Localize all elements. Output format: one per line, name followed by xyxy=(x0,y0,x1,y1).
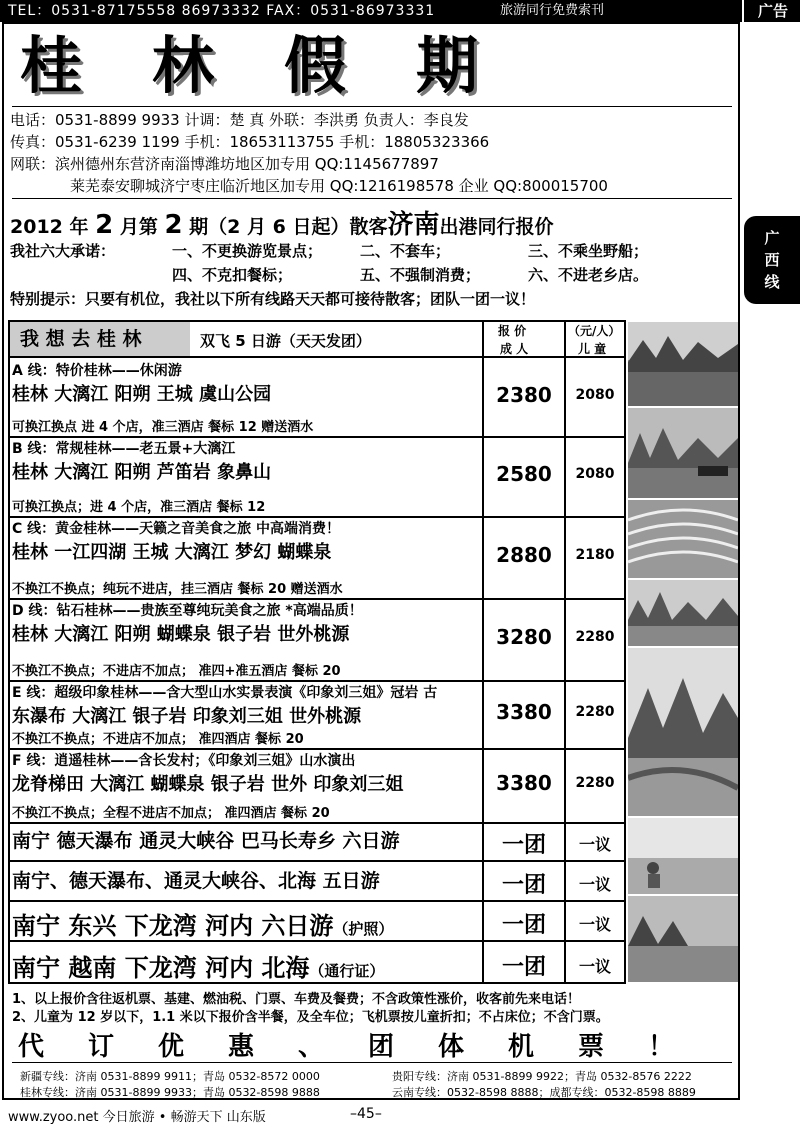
terrace-photo xyxy=(628,500,738,578)
ad-label: 广告 xyxy=(742,0,800,22)
issue-heading xyxy=(10,204,553,241)
promise-label: 我社六大承诺： xyxy=(10,242,116,260)
tour-name xyxy=(12,948,384,983)
header-tagline: 旅游同行免费索刊 xyxy=(500,3,605,18)
tour-name-text: 南宁 东兴 下龙湾 河内 六日游 xyxy=(12,912,334,940)
table-header-main: 我 想 去 桂 林 xyxy=(10,322,190,356)
karst-photo xyxy=(628,580,738,646)
bay-photo xyxy=(628,896,738,982)
side-tab-char: 西 xyxy=(764,251,780,269)
route-heading: D 线：钻石桂林——贵族至尊纯玩美食之旅 *高端品质！ xyxy=(12,603,363,619)
page-footer xyxy=(0,1102,800,1124)
mountain-river-photo xyxy=(628,648,738,816)
route-heading: E 线：超级印象桂林——含大型山水实景表演《印象刘三姐》冠岩 古 xyxy=(12,685,438,701)
header-bar xyxy=(0,0,742,22)
divider xyxy=(12,1062,732,1063)
price-label: 报 价 xyxy=(498,324,527,338)
promise-item: 六、不进老乡店。 xyxy=(528,266,649,284)
child-label: 儿 童 xyxy=(578,342,607,356)
tour-child-price: 一议 xyxy=(578,957,611,976)
route-note: 可换江换点；进 4 个店，准三酒店 餐标 12 xyxy=(12,500,266,515)
child-price: 2280 xyxy=(575,629,615,645)
tour-suffix: （护照） xyxy=(333,920,394,938)
adult-price: 2380 xyxy=(496,383,552,407)
table-row-divider xyxy=(8,356,626,358)
tour-name xyxy=(12,866,380,893)
contact-qq-1: 网联：滨州德州东营济南淄博潍坊地区加专用 QQ:1145677897 xyxy=(10,155,439,173)
adult-price: 2880 xyxy=(496,543,552,567)
route-note: 不换江不换点；纯玩不进店，挂三酒店 餐标 20 赠送酒水 xyxy=(12,582,343,597)
tour-suffix: （通行证） xyxy=(309,962,385,980)
issue-text: 2012 年 xyxy=(10,216,96,238)
issue-text: 月第 xyxy=(113,216,165,238)
tour-adult-price: 一团 xyxy=(501,955,546,980)
tour-adult-price: 一团 xyxy=(501,873,546,898)
boat-photo xyxy=(628,408,738,498)
tour-adult-price: 一团 xyxy=(501,833,546,858)
table-row-divider xyxy=(8,940,626,942)
route-sights: 桂林 大漓江 阳朔 芦笛岩 象鼻山 xyxy=(12,462,272,483)
note-2: 2、儿童为 12 岁以下，1.1 米以下报价含半餐，及全车位；飞机票按儿童折扣；不占床位；不含门票。 xyxy=(12,1010,609,1025)
tour-child-price: 一议 xyxy=(578,835,611,854)
child-price: 2180 xyxy=(575,547,615,563)
route-heading: F 线：逍遥桂林——含长发村；《印象刘三姐》山水演出 xyxy=(12,753,356,769)
route-sights: 桂林 大漓江 阳朔 王城 虞山公园 xyxy=(12,384,272,405)
route-note: 不换江不换点；不进店不加点； 准四酒店 餐标 20 xyxy=(12,732,304,747)
beach-photo xyxy=(628,818,738,894)
side-tab xyxy=(744,216,800,304)
table-row-divider xyxy=(8,822,626,824)
issue-number: 2 xyxy=(164,210,183,240)
contact-qq-2: 莱芜泰安聊城济宁枣庄临沂地区加专用 QQ:1216198578 企业 QQ:800015700 xyxy=(70,177,608,195)
promise-item: 四、不克扣餐标； xyxy=(172,266,293,284)
route-sights: 龙脊梯田 大漓江 蝴蝶泉 银子岩 世外 印象刘三姐 xyxy=(12,774,404,795)
hotline: 贵阳专线：济南 0531-8899 9922；青岛 0532-8576 2222 xyxy=(392,1070,692,1083)
river-photo xyxy=(628,322,738,406)
route-heading: A 线：特价桂林——休闲游 xyxy=(12,363,182,379)
footer-url: www.zyoo.net 今日旅游 • 畅游天下 山东版 xyxy=(8,1110,266,1125)
issue-city: 济南 xyxy=(387,210,440,240)
header-contact: TEL：0531-87175558 86973332 FAX：0531-86973331 xyxy=(8,3,436,19)
tour-name-text: 南宁 越南 下龙湾 河内 北海 xyxy=(12,954,310,982)
child-price: 2280 xyxy=(575,775,615,791)
side-tab-char: 线 xyxy=(764,273,780,291)
child-price: 2080 xyxy=(575,466,615,482)
tour-name-text: 南宁 德天瀑布 通灵大峡谷 巴马长寿乡 六日游 xyxy=(12,830,400,852)
side-tab-char: 广 xyxy=(764,229,780,247)
adult-price: 3380 xyxy=(496,700,552,724)
hotline: 桂林专线：济南 0531-8899 9933；青岛 0532-8598 9888 xyxy=(20,1086,320,1099)
tour-name-text: 南宁、德天瀑布、通灵大峡谷、北海 五日游 xyxy=(12,870,380,892)
adult-price: 2580 xyxy=(496,462,552,486)
route-heading: B 线：常规桂林——老五景+大漓江 xyxy=(12,441,236,457)
route-sights: 桂林 大漓江 阳朔 蝴蝶泉 银子岩 世外桃源 xyxy=(12,624,350,645)
page-title: 桂林假期 xyxy=(20,29,549,102)
note-1: 1、以上报价含往返机票、基建、燃油税、门票、车费及餐费；不含政策性涨价，收客前先来电话！ xyxy=(12,992,581,1007)
tour-adult-price: 一团 xyxy=(501,913,546,938)
tour-child-price: 一议 xyxy=(578,915,611,934)
price-unit: （元/人） xyxy=(568,324,621,338)
child-price: 2080 xyxy=(575,387,615,403)
promise-item: 一、不更换游览景点； xyxy=(172,242,323,260)
promise-item: 五、不强制消费； xyxy=(360,266,481,284)
route-sights: 东瀑布 大漓江 银子岩 印象刘三姐 世外桃源 xyxy=(12,706,362,727)
promise-item: 三、不乘坐野船； xyxy=(528,242,649,260)
route-heading: C 线：黄金桂林——天籁之音美食之旅 中高端消费！ xyxy=(12,521,341,537)
route-note: 不换江不换点；不进店不加点； 准四+准五酒店 餐标 20 xyxy=(12,664,341,679)
route-sights: 桂林 一江四湖 王城 大漓江 梦幻 蝴蝶泉 xyxy=(12,542,332,563)
adult-price: 3280 xyxy=(496,625,552,649)
hotline: 新疆专线：济南 0531-8899 9911；青岛 0532-8572 0000 xyxy=(20,1070,320,1083)
tour-child-price: 一议 xyxy=(578,875,611,894)
route-note: 不换江不换点；全程不进店不加点； 准四酒店 餐标 20 xyxy=(12,806,330,821)
tour-name xyxy=(12,826,399,853)
route-note: 可换江换点 进 4 个店，准三酒店 餐标 12 赠送酒水 xyxy=(12,420,314,435)
table-row-divider xyxy=(8,982,626,984)
special-notice: 特别提示：只要有机位，我社以下所有线路天天都可接待散客；团队一团一议！ xyxy=(10,290,536,308)
issue-month: 2 xyxy=(95,210,114,240)
divider xyxy=(12,106,732,107)
issue-text: 期（2 月 6 日起）散客 xyxy=(182,216,388,238)
tour-name xyxy=(12,906,393,941)
table-row-divider xyxy=(8,860,626,862)
divider xyxy=(12,198,732,199)
adult-label: 成 人 xyxy=(500,342,529,356)
promo-text: 代订优惠、团体机票！ xyxy=(18,1032,719,1062)
table-row-divider xyxy=(8,900,626,902)
page-number: –45– xyxy=(350,1106,382,1122)
table-header-sub: 双飞 5 日游（天天发团） xyxy=(200,332,371,350)
child-price: 2280 xyxy=(575,704,615,720)
contact-fax: 传真：0531-6239 1199 手机：18653113755 手机：18805323366 xyxy=(10,133,490,151)
promise-item: 二、不套车； xyxy=(360,242,451,260)
contact-phone: 电话：0531-8899 9933 计调：楚 真 外联：李洪勇 负责人：李良发 xyxy=(10,111,469,129)
issue-text: 出港同行报价 xyxy=(439,216,554,238)
adult-price: 3380 xyxy=(496,771,552,795)
hotline: 云南专线：0532-8598 8888；成都专线：0532-8598 8889 xyxy=(392,1086,696,1099)
